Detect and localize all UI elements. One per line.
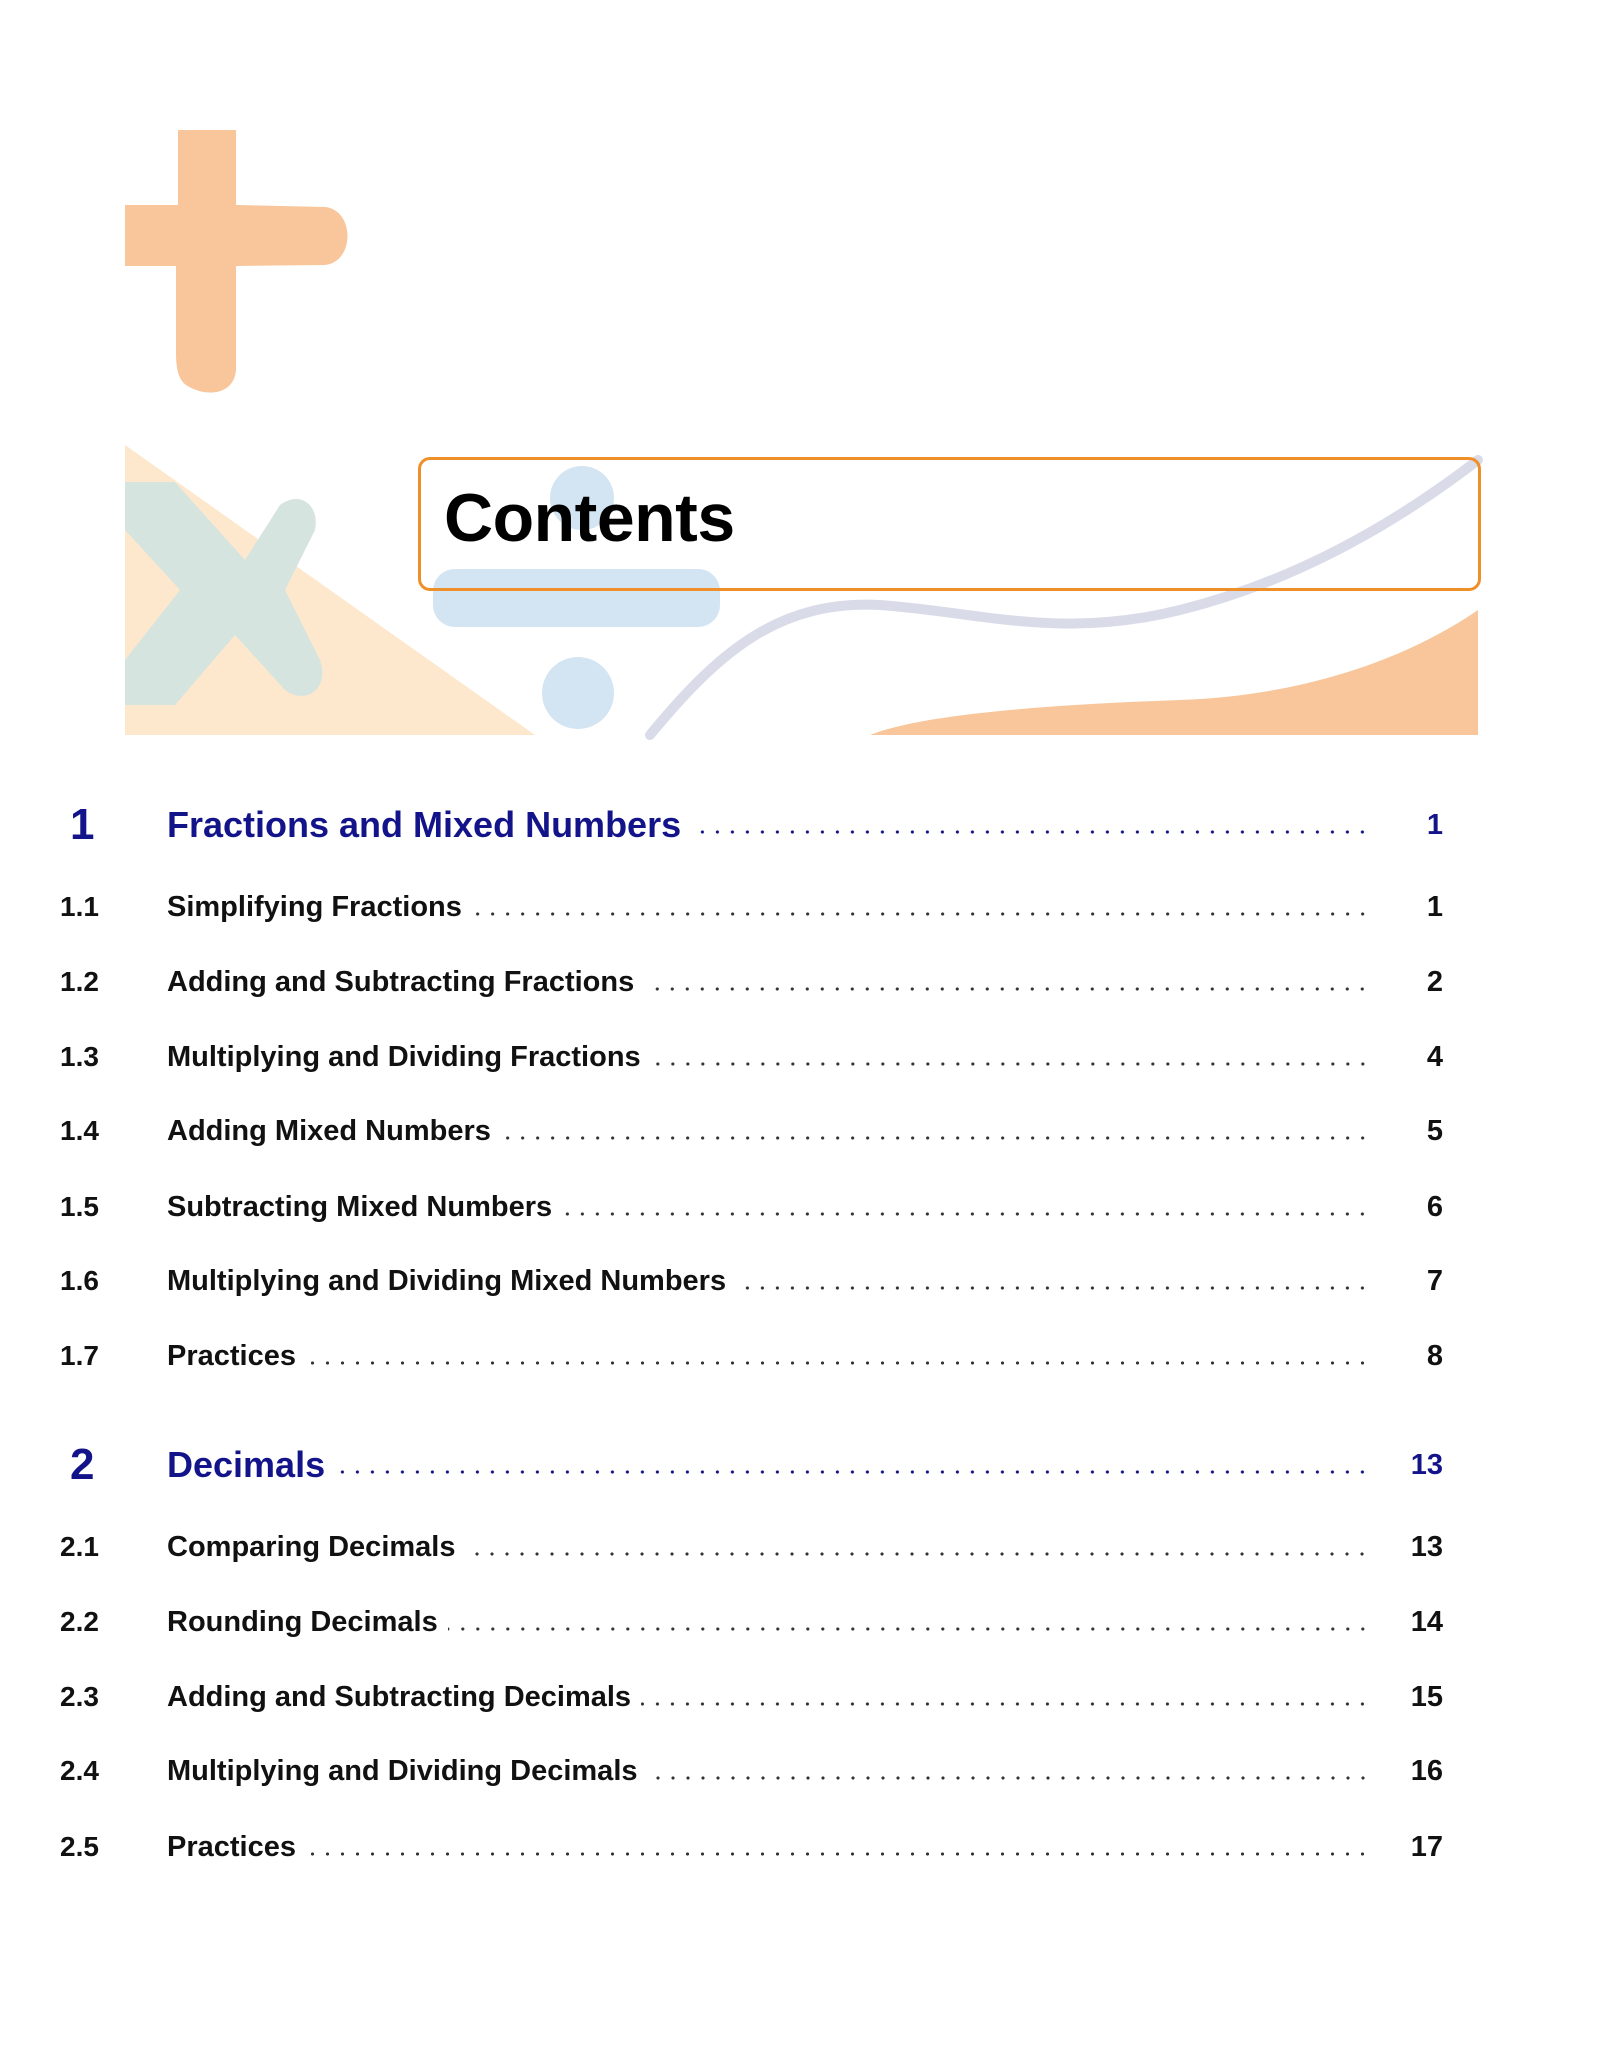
toc-entry-title[interactable]: Practices: [167, 1831, 296, 1863]
toc-entry-number: 1.6: [60, 1265, 99, 1296]
toc-entry-page-number[interactable]: 15: [1410, 1681, 1443, 1713]
toc-entry-number: 2.3: [60, 1681, 99, 1712]
dot-leader: [306, 1361, 1370, 1365]
peach-wave-decoration: [870, 610, 1478, 735]
toc-entry-title[interactable]: Adding and Subtracting Fractions: [167, 966, 635, 998]
page-title: Contents: [444, 480, 735, 556]
toc-entry-number: 1.1: [60, 891, 99, 922]
toc-entry-page-number[interactable]: 17: [1410, 1831, 1443, 1863]
toc-entry-number: 2.1: [60, 1531, 99, 1562]
toc-entry-page-number[interactable]: 4: [1426, 1041, 1443, 1073]
toc-entry-number: 1.3: [60, 1041, 99, 1072]
dot-leader: [644, 987, 1370, 991]
toc-entry-title[interactable]: Multiplying and Dividing Decimals: [167, 1755, 638, 1787]
toc-section-entry[interactable]: [0, 1256, 1600, 1306]
dot-leader: [448, 1627, 1370, 1631]
toc-entry-number: 1.7: [60, 1340, 99, 1371]
toc-entry-number: 1: [70, 800, 95, 849]
contents-banner-art: [0, 0, 1600, 740]
dot-leader: [641, 1702, 1370, 1706]
toc-section-entry[interactable]: [0, 1182, 1600, 1232]
toc-entry-page-number[interactable]: 7: [1426, 1265, 1443, 1297]
dot-leader: [335, 1470, 1370, 1474]
toc-entry-page-number[interactable]: 13: [1410, 1531, 1443, 1563]
toc-entry-title[interactable]: Comparing Decimals: [167, 1531, 456, 1563]
toc-entry-title[interactable]: Adding and Subtracting Decimals: [167, 1681, 632, 1713]
toc-section-entry[interactable]: [0, 882, 1600, 932]
toc-section-entry[interactable]: [0, 1822, 1600, 1872]
dot-leader: [306, 1852, 1370, 1856]
toc-entry-number: 1.4: [60, 1115, 99, 1146]
toc-section-entry[interactable]: [0, 957, 1600, 1007]
toc-entry-page-number[interactable]: 1: [1426, 809, 1443, 841]
toc-entry-page-number[interactable]: 5: [1426, 1115, 1443, 1147]
toc-entry-title[interactable]: Multiplying and Dividing Mixed Numbers: [167, 1265, 727, 1297]
toc-entry-title[interactable]: Decimals: [167, 1444, 326, 1485]
dot-leader: [465, 1552, 1370, 1556]
toc-entry-title[interactable]: Simplifying Fractions: [167, 891, 462, 923]
toc-entry-page-number[interactable]: 8: [1426, 1340, 1443, 1372]
toc-entry-title[interactable]: Fractions and Mixed Numbers: [167, 804, 682, 845]
toc-section-entry[interactable]: [0, 1032, 1600, 1082]
toc-section-entry[interactable]: [0, 1746, 1600, 1796]
toc-chapter-entry[interactable]: [0, 1440, 1600, 1490]
toc-entry-number: 1.5: [60, 1191, 99, 1222]
dot-leader: [736, 1286, 1370, 1290]
toc-entry-page-number[interactable]: 1: [1426, 891, 1443, 923]
toc-section-entry[interactable]: [0, 1106, 1600, 1156]
toc-entry-number: 2: [70, 1440, 95, 1489]
toc-section-entry[interactable]: [0, 1522, 1600, 1572]
toc-entry-title[interactable]: Adding Mixed Numbers: [167, 1115, 491, 1147]
toc-entry-page-number[interactable]: 2: [1426, 966, 1443, 998]
toc-entry-title[interactable]: Practices: [167, 1340, 296, 1372]
toc-chapter-entry[interactable]: [0, 800, 1600, 850]
toc-entry-page-number[interactable]: 6: [1426, 1191, 1443, 1223]
dot-leader: [472, 912, 1370, 916]
dot-leader: [562, 1212, 1370, 1216]
toc-entry-title[interactable]: Subtracting Mixed Numbers: [167, 1191, 553, 1223]
toc-section-entry[interactable]: [0, 1672, 1600, 1722]
toc-entry-number: 2.2: [60, 1606, 99, 1637]
toc-section-entry[interactable]: [0, 1597, 1600, 1647]
plus-sign-decoration: [125, 130, 348, 393]
dot-leader: [651, 1062, 1370, 1066]
dot-leader: [501, 1136, 1370, 1140]
toc-entry-number: 2.5: [60, 1831, 99, 1862]
toc-entry-title[interactable]: Multiplying and Dividing Fractions: [167, 1041, 641, 1073]
toc-entry-number: 1.2: [60, 966, 99, 997]
toc-entry-page-number[interactable]: 14: [1410, 1606, 1443, 1638]
toc-entry-page-number[interactable]: 13: [1410, 1449, 1443, 1481]
toc-entry-number: 2.4: [60, 1755, 99, 1786]
toc-entry-page-number[interactable]: 16: [1410, 1755, 1443, 1787]
dot-leader: [691, 830, 1370, 834]
dot-leader: [648, 1776, 1371, 1780]
toc-entry-title[interactable]: Rounding Decimals: [167, 1606, 438, 1638]
toc-section-entry[interactable]: [0, 1331, 1600, 1381]
